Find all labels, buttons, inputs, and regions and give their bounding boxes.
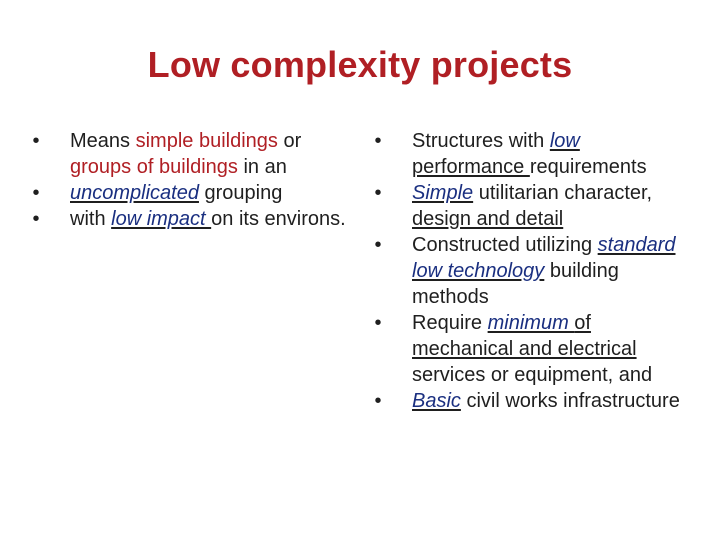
text-run-emphasis: groups of buildings — [70, 156, 238, 178]
text-run-emphasis: uncomplicated — [70, 182, 199, 204]
text-run: on its environs. — [211, 208, 346, 230]
text-run-underlined: performance — [412, 156, 530, 178]
list-item — [370, 180, 692, 232]
list-item — [370, 310, 692, 388]
text-run: or — [277, 130, 302, 152]
text-run: utilitarian character, — [473, 182, 653, 204]
text-run-underlined: of — [574, 312, 591, 334]
text-run: with — [70, 208, 112, 230]
text-run: grouping — [198, 182, 283, 204]
text-run-emphasis: low — [549, 130, 580, 152]
text-run-underlined: mechanical and electrical — [412, 338, 637, 360]
bullet-icon: • — [32, 182, 40, 204]
text-run-emphasis: Basic — [412, 390, 461, 412]
text-run: Structures with — [412, 130, 550, 152]
text-run-emphasis: Simple — [412, 182, 474, 204]
text-run: in an — [237, 156, 287, 178]
left-bullet-list — [28, 128, 346, 232]
text-run: services or equipment, and — [412, 364, 653, 386]
text-run-emphasis: low impact — [111, 208, 212, 230]
text-run: Require — [412, 312, 488, 334]
text-run-emphasis: minimum — [487, 312, 575, 334]
text-run-emphasis: simple buildings — [135, 130, 278, 152]
bullet-icon: • — [32, 208, 40, 230]
list-item — [28, 206, 346, 232]
bullet-icon: • — [32, 130, 40, 152]
text-run: building methods — [412, 260, 619, 308]
list-item — [370, 128, 692, 180]
list-item — [28, 180, 346, 206]
text-run: Means — [70, 130, 136, 152]
slide-title: Low complexity projects — [147, 44, 573, 85]
text-run: civil works infrastructure — [460, 390, 680, 412]
text-run: Constructed utilizing — [412, 234, 598, 256]
bullet-icon: • — [374, 312, 382, 334]
list-item — [370, 388, 692, 414]
right-bullet-list — [370, 128, 692, 414]
bullet-icon: • — [374, 234, 382, 256]
text-run-underlined: design and detail — [412, 208, 564, 230]
text-run: requirements — [529, 156, 647, 178]
list-item — [370, 232, 692, 310]
bullet-icon: • — [374, 390, 382, 412]
bullet-icon: • — [374, 182, 382, 204]
list-item — [28, 128, 346, 180]
bullet-icon: • — [374, 130, 382, 152]
text-run-emphasis: standard low technology — [412, 234, 676, 282]
